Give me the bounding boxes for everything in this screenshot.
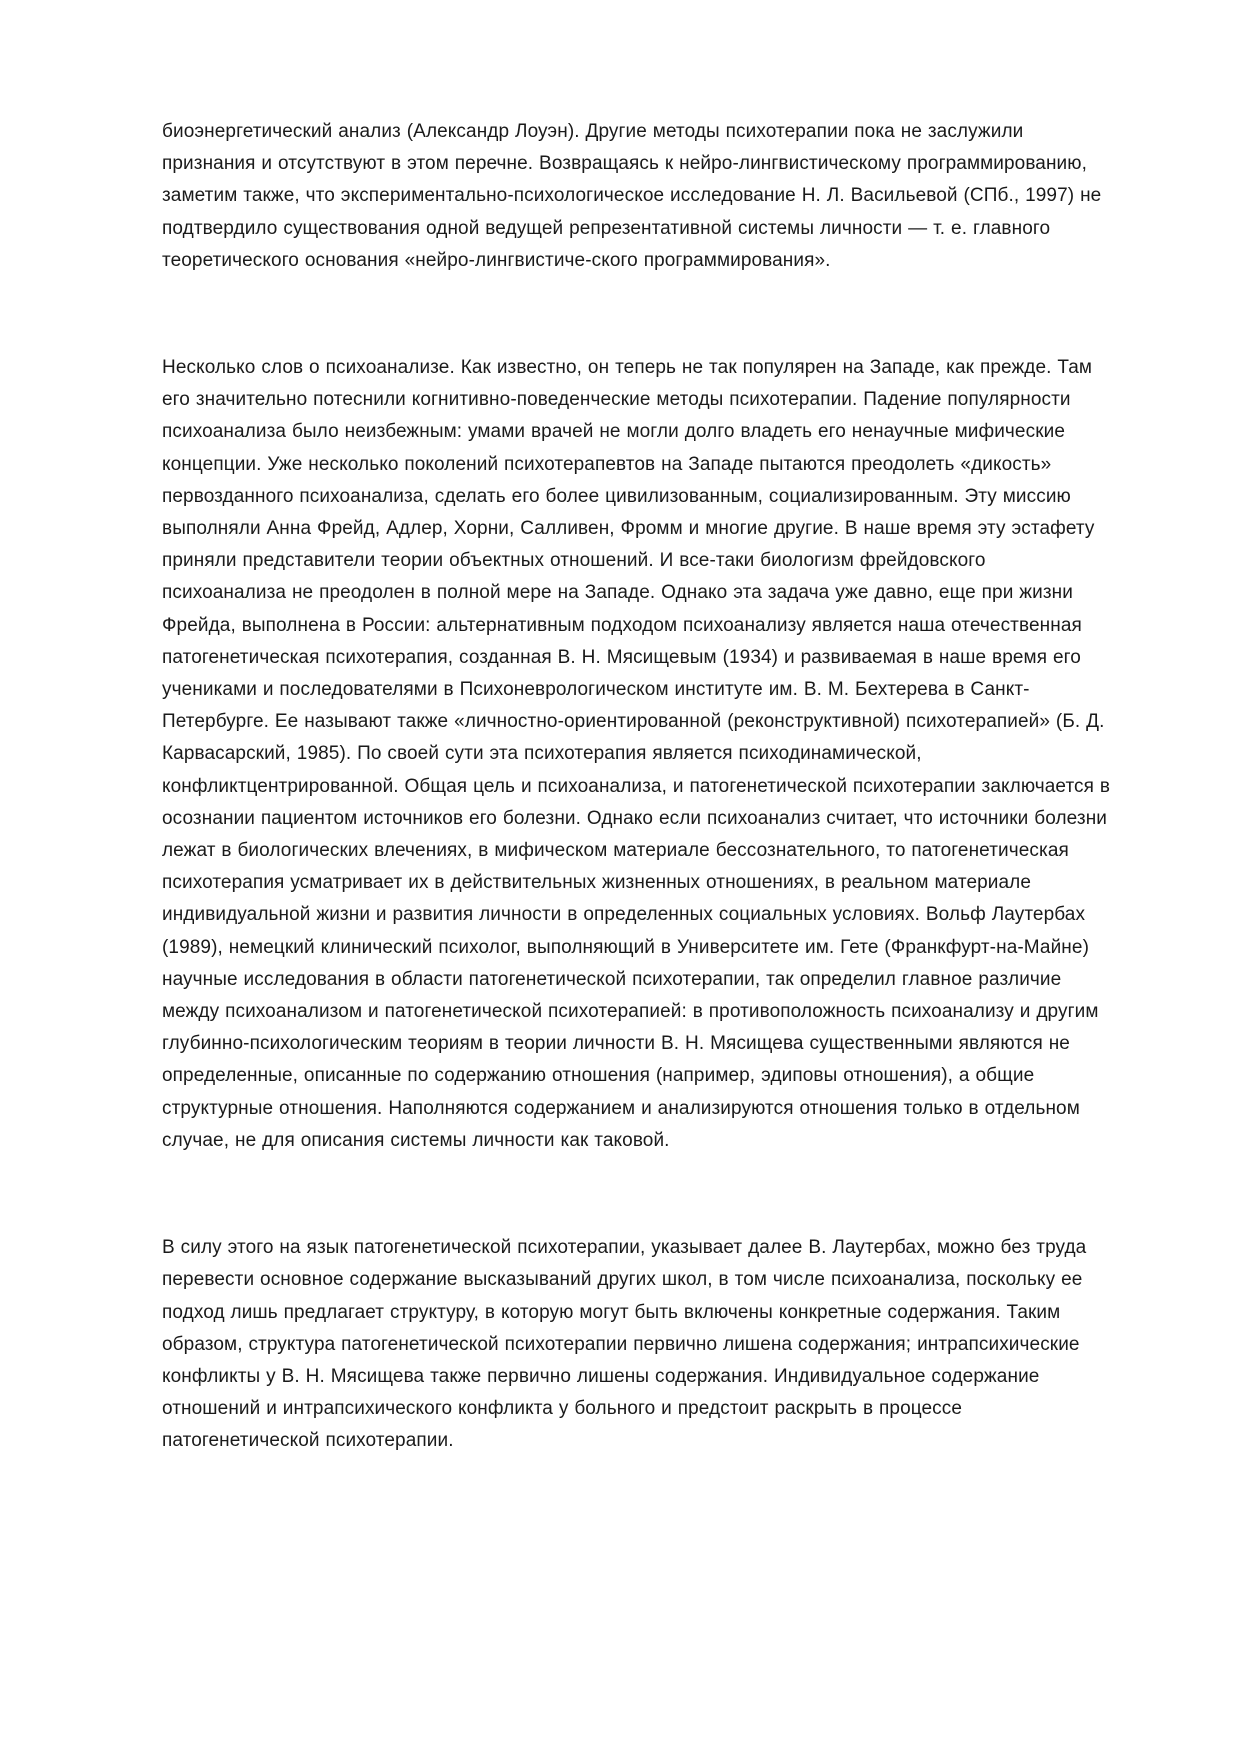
paragraph-2: Несколько слов о психоанализе. Как известно, он теперь не так популярен на Западе, как прежде. Там его значительно потеснили когнитивно-поведенческие методы психотерапии. Падение популярности психоанализа было неизбежным: умами врачей не могли долго владеть его ненаучные мифические концепции. Уже несколько поколений психотерапевтов на Западе пытаются преодолеть «дикость» первозданного психоанализа, сделать его более цивилизованным, социализированным. Эту миссию выполняли Анна Фрейд, Адлер, Хорни, Салливен, Фромм и многие другие. В наше время эту эстафету приняли представители теории объектных отношений. И все-таки биологизм фрейдовского психоанализа не преодолен в полной мере на Западе. Однако эта задача уже давно, еще при жизни Фрейда, выполнена в России: альтернативным подходом психоанализу является наша отечественная патогенетическая психотерапия, созданная В. Н. Мясищевым (1934) и развиваемая в наше время его учениками и последователями в Психоневрологическом институте им. В. М. Бехтерева в Санкт-Петербурге. Ее называют также «личностно-ориентированной (реконструктивной) психотерапией» (Б. Д. Карвасарский, 1985). По своей сути эта психотерапия является психодинамической, конфликтцентрированной. Общая цель и психоанализа, и патогенетической психотерапии заключается в осознании пациентом источников его болезни. Однако если психоанализ считает, что источники болезни лежат в биологических влечениях, в мифическом материале бессознательного, то патогенетическая психотерапия усматривает их в действительных жизненных отношениях, в реальном материале индивидуальной жизни и развития личности в определенных социальных условиях. Вольф Лаутербах (1989), немецкий клинический психолог, выполняющий в Университете им. Гете (Франкфурт-на-Майне) научные исследования в области патогенетической психотерапии, так определил главное различие между психоанализом и патогенетической психотерапией: в противоположность психоанализу и другим глубинно-психологическим теориям в теории личности В. Н. Мясищева существенными являются не определенные, описанные по содержанию отношения (например, эдиповы отношения), а общие структурные отношения. Наполняются содержанием и анализируются отношения только в отдельном случае, не для описания системы личности как таковой. [162, 357, 1111, 1151]
paragraph-1: биоэнергетический анализ (Александр Лоуэн). Другие методы психотерапии пока не заслужили признания и отсутствуют в этом перечне. Возвращаясь к нейро-лингвистическому программированию, заметим также, что экспериментально-психологическое исследование Н. Л. Васильевой (СПб., 1997) не подтвердило существования одной ведущей репрезентативной системы личности — т. е. главного теоретического основания «нейро-лингвистиче-ского программирования». [162, 121, 1102, 271]
paragraph-3: В силу этого на язык патогенетической психотерапии, указывает далее В. Лаутербах, можно без труда перевести основное содержание высказываний других школ, в том числе психоанализа, поскольку ее подход лишь предлагает структуру, в которую могут быть включены конкретные содержания. Таким образом, структура патогенетической психотерапии первично лишена содержания; интрапсихические конфликты у В. Н. Мясищева также первично лишены содержания. Индивидуальное содержание отношений и интрапсихического конфликта у больного и предстоит раскрыть в процессе патогенетической психотерапии. [162, 1237, 1087, 1452]
document-body [162, 116, 1112, 1458]
